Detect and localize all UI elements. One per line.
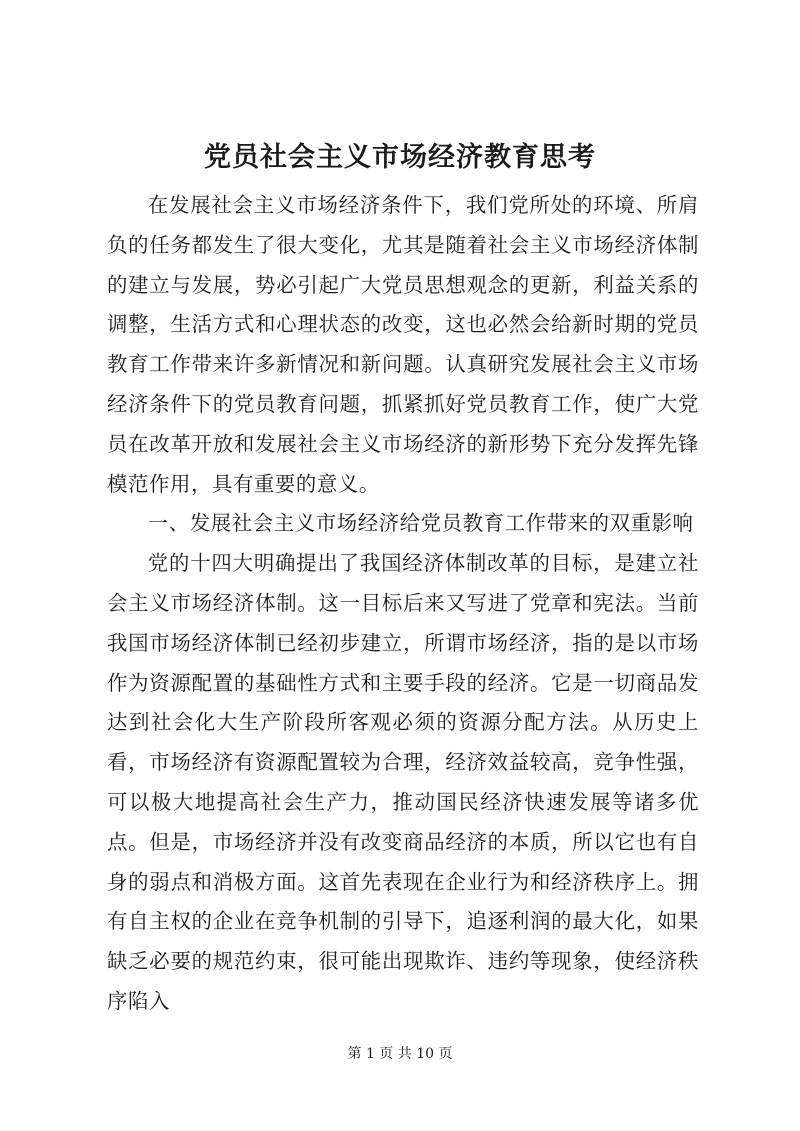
paragraph-section-one: 党的十四大明确提出了我国经济体制改革的目标，是建立社会主义市场经济体制。这一目标后来又写进了党章和宪法。当前我国市场经济体制已经初步建立，所谓市场经济，指的是以市场作为资源配置的基础性方式和主要手段的经济。它是一切商品发达到社会化大生产阶段所客观必须的资源分配方法。从历史上看，市场经济有资源配置较为合理，经济效益较高，竞争性强，可以极大地提高社会生产力，推动国民经济快速发展等诸多优点。但是，市场经济并没有改变商品经济的本质，所以它也有自身的弱点和消极方面。这首先表现在企业行为和经济秩序上。拥有自主权的企业在竞争机制的引导下，追逐利润的最大化，如果缺乏必要的规范约束，很可能出现欺诈、违约等现象，使经济秩序陷入 bbox=[107, 551, 699, 1013]
page-footer: 第 1 页 共 10 页 bbox=[347, 1046, 453, 1062]
paragraph-intro: 在发展社会主义市场经济条件下，我们党所处的环境、所肩负的任务都发生了很大变化，尤其是随着社会主义市场经济体制的建立与发展，势必引起广大党员思想观念的更新，利益关系的调整，生活方式和心理状态的改变，这也必然会给新时期的党员教育工作带来许多新情况和新问题。认真研究发展社会主义市场经济条件下的党员教育问题，抓紧抓好党员教育工作，使广大党员在改革开放和发展社会主义市场经济的新形势下充分发挥先锋模范作用，具有重要的意义。 bbox=[107, 193, 699, 496]
document-body bbox=[107, 186, 699, 1022]
section-heading: 一、发展社会主义市场经济给党员教育工作带来的双重影响 bbox=[147, 511, 694, 536]
document-title: 党员社会主义市场经济教育思考 bbox=[204, 142, 596, 173]
